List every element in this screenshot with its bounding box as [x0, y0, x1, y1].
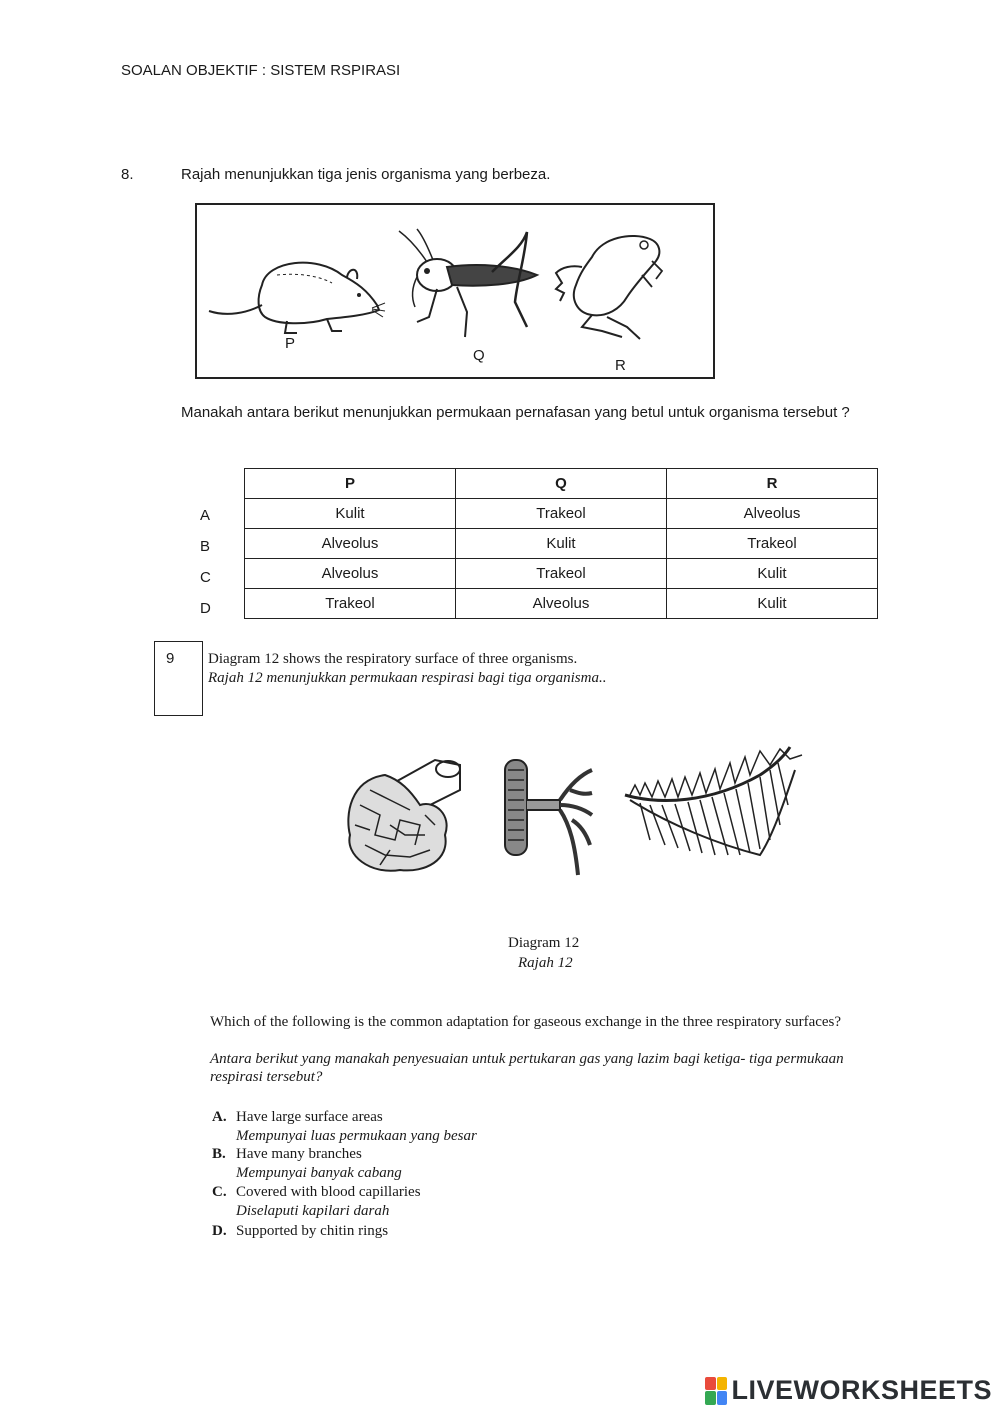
table-cell: Trakeol — [456, 559, 667, 589]
option-c-text: Covered with blood capillaries — [236, 1184, 421, 1200]
logo-square — [717, 1391, 728, 1405]
table-cell: Alveolus — [456, 589, 667, 619]
header-r: R — [667, 469, 878, 499]
label-r: R — [615, 357, 626, 374]
option-d[interactable] — [212, 1223, 388, 1240]
question-9-prompt-en: Which of the following is the common adaptation for gaseous exchange in the three respiratory surfaces? — [210, 1014, 842, 1030]
respiratory-surfaces-figure — [335, 740, 805, 890]
option-b[interactable] — [212, 1146, 362, 1163]
table-cell: Trakeol — [245, 589, 456, 619]
table-header-row — [245, 469, 878, 499]
liveworksheets-brand — [705, 1375, 992, 1406]
option-c-letter: C. — [212, 1184, 227, 1200]
option-label-d: D — [200, 600, 211, 617]
frog-illustration — [552, 227, 672, 342]
tracheole-illustration — [500, 755, 595, 880]
question-8-number: 8. — [121, 166, 134, 183]
page-header: SOALAN OBJEKTIF : SISTEM RSPIRASI — [121, 62, 401, 79]
grasshopper-illustration — [397, 227, 547, 342]
logo-square — [705, 1377, 716, 1391]
table-cell: Trakeol — [456, 499, 667, 529]
option-b-letter: B. — [212, 1146, 226, 1162]
logo-square — [717, 1377, 728, 1391]
option-c[interactable] — [212, 1184, 421, 1201]
label-p: P — [285, 335, 296, 352]
logo-square — [705, 1391, 716, 1405]
option-label-a: A — [200, 507, 211, 524]
question-8-text: Rajah menunjukkan tiga jenis organisma yang berbeza. — [181, 166, 551, 183]
option-b-translation: Mempunyai banyak cabang — [236, 1165, 402, 1181]
header-p: P — [245, 469, 456, 499]
gill-illustration — [620, 745, 805, 865]
option-a[interactable] — [212, 1109, 383, 1126]
option-a-text: Have large surface areas — [236, 1109, 383, 1125]
question-9-number: 9 — [166, 650, 175, 667]
option-c-translation: Diselaputi kapilari darah — [236, 1203, 390, 1219]
rat-illustration — [207, 245, 387, 340]
option-a-translation: Mempunyai luas permukaan yang besar — [236, 1128, 477, 1144]
organisms-figure — [195, 203, 715, 379]
table-row — [245, 499, 878, 529]
brand-text: LIVEWORKSHEETS — [731, 1375, 992, 1405]
table-cell: Alveolus — [667, 499, 878, 529]
header-q: Q — [456, 469, 667, 499]
figure-12-caption-ms: Rajah 12 — [518, 955, 573, 971]
option-b-text: Have many branches — [236, 1146, 362, 1162]
figure-12-caption-en: Diagram 12 — [508, 935, 580, 951]
table-cell: Alveolus — [245, 559, 456, 589]
table-row — [245, 529, 878, 559]
label-q: Q — [473, 347, 485, 364]
table-cell: Trakeol — [667, 529, 878, 559]
table-cell: Alveolus — [245, 529, 456, 559]
question-9-intro-ms: Rajah 12 menunjukkan permukaan respirasi bagi tiga organisma.. — [208, 670, 607, 686]
question-9-prompt-ms: Antara berikut yang manakah penyesuaian untuk pertukaran gas yang lazim bagi ketiga- tiga permukaan respirasi tersebut? — [210, 1051, 844, 1085]
table-row — [245, 559, 878, 589]
table-cell: Kulit — [245, 499, 456, 529]
brand-logo-icon — [705, 1377, 727, 1405]
question-9-intro-en: Diagram 12 shows the respiratory surface of three organisms. — [208, 651, 578, 667]
table-cell: Kulit — [667, 559, 878, 589]
table-cell: Kulit — [667, 589, 878, 619]
table-cell: Kulit — [456, 529, 667, 559]
option-d-text: Supported by chitin rings — [236, 1223, 389, 1239]
option-a-letter: A. — [212, 1109, 227, 1125]
option-label-c: C — [200, 569, 211, 586]
alveoli-illustration — [340, 745, 475, 885]
table-row — [245, 589, 878, 619]
answer-table — [244, 468, 878, 619]
option-d-letter: D. — [212, 1223, 227, 1239]
question-8-prompt: Manakah antara berikut menunjukkan permukaan pernafasan yang betul untuk organisma tersebut ? — [181, 404, 850, 421]
question-9-number-box — [154, 641, 203, 716]
option-label-b: B — [200, 538, 211, 555]
